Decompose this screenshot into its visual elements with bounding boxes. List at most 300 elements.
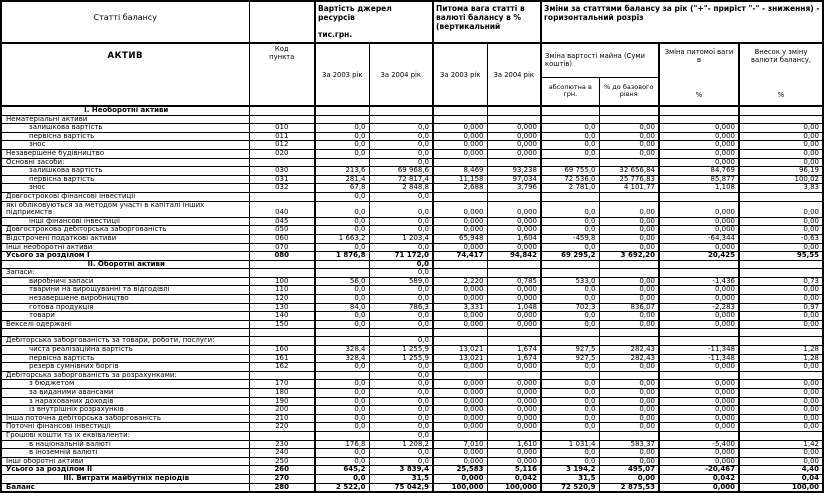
- cell-contribution: 0,73: [739, 277, 823, 286]
- cell-change-weight: 0,000: [659, 312, 739, 321]
- cell-weight-2004: 0,000: [487, 320, 541, 329]
- table-row: [1, 234, 823, 243]
- cell-weight-2004: 0,000: [487, 397, 541, 406]
- cell-weight-2004: 0,000: [487, 243, 541, 252]
- cell-change-abs: 0,0: [541, 243, 599, 252]
- row-code: 161: [249, 354, 315, 363]
- cell-weight-2004: 1,610: [487, 440, 541, 449]
- row-code: 240: [249, 449, 315, 458]
- row-code: 200: [249, 406, 315, 415]
- row-label: виробничі запаси: [1, 277, 249, 286]
- cell-change-weight: -11,348: [659, 346, 739, 355]
- cell-value-2003: 1 876,8: [315, 252, 369, 261]
- cell-value-2004: 0,0: [369, 243, 433, 252]
- change-weight-unit: %: [695, 91, 703, 99]
- row-code: 130: [249, 303, 315, 312]
- cell-change-pct-base: 0,00: [599, 449, 659, 458]
- change-weight-header: [659, 43, 739, 106]
- row-label: Довгострокова дебіторська заборгованість: [1, 226, 249, 235]
- cell-contribution: 4,40: [739, 466, 823, 475]
- cell-contribution: 1,28: [739, 346, 823, 355]
- cell-value-2004: 0,0: [369, 192, 433, 201]
- cell-change-abs: 0,0: [541, 141, 599, 150]
- cell-weight-2003: [433, 329, 487, 337]
- cell-change-pct-base: 0,00: [599, 312, 659, 321]
- cell-change-abs: 0,0: [541, 449, 599, 458]
- row-code: 110: [249, 286, 315, 295]
- cell-change-weight: 0,000: [659, 149, 739, 158]
- cell-change-abs: [541, 431, 599, 440]
- cell-contribution: 0,00: [739, 132, 823, 141]
- cell-weight-2003: 65,948: [433, 234, 487, 243]
- value-group-header: [315, 1, 433, 43]
- cell-value-2004: 0,0: [369, 260, 433, 269]
- cell-weight-2003: 0,000: [433, 217, 487, 226]
- cell-value-2004: 0,0: [369, 457, 433, 466]
- row-label: чиста реалізаційна вартість: [1, 346, 249, 355]
- cell-weight-2004: 0,000: [487, 457, 541, 466]
- cell-value-2004: 3 839,4: [369, 466, 433, 475]
- cell-value-2003: 213,6: [315, 167, 369, 176]
- cell-change-pct-base: 0,00: [599, 363, 659, 372]
- cell-weight-2004: 0,000: [487, 286, 541, 295]
- cell-change-abs: 0,0: [541, 414, 599, 423]
- cell-change-weight: 0,000: [659, 158, 739, 167]
- cell-weight-2004: 100,000: [487, 483, 541, 492]
- cell-change-pct-base: 0,00: [599, 132, 659, 141]
- cell-weight-2003: 0,000: [433, 226, 487, 235]
- cell-weight-2004: 0,000: [487, 363, 541, 372]
- cell-change-abs: 927,5: [541, 346, 599, 355]
- cell-change-weight: 0,000: [659, 243, 739, 252]
- row-label: Векселі одержані: [1, 320, 249, 329]
- cell-value-2004: 0,0: [369, 201, 433, 217]
- cell-change-weight: 1,108: [659, 184, 739, 193]
- cell-change-weight: 0,000: [659, 132, 739, 141]
- cell-value-2004: 0,0: [369, 320, 433, 329]
- cell-weight-2004: 0,000: [487, 389, 541, 398]
- cell-contribution: 0,00: [739, 414, 823, 423]
- cell-value-2003: 0,0: [315, 286, 369, 295]
- row-label: Довгострокові фінансові інвестиції: [1, 192, 249, 201]
- cell-value-2003: 0,0: [315, 397, 369, 406]
- cell-weight-2004: 0,000: [487, 312, 541, 321]
- cell-value-2003: [315, 329, 369, 337]
- row-code: [249, 431, 315, 440]
- row-code: 260: [249, 466, 315, 475]
- cell-weight-2004: 0,000: [487, 201, 541, 217]
- cell-weight-2004: 0,000: [487, 226, 541, 235]
- cell-weight-2003: 100,000: [433, 483, 487, 492]
- cell-change-pct-base: 0,00: [599, 286, 659, 295]
- cell-change-abs: 0,0: [541, 132, 599, 141]
- row-label: резерв сумнівних боргів: [1, 363, 249, 372]
- cell-weight-2003: 0,000: [433, 286, 487, 295]
- cell-value-2004: 0,0: [369, 380, 433, 389]
- cell-change-pct-base: 495,07: [599, 466, 659, 475]
- table-row: [1, 124, 823, 133]
- cell-value-2004: 0,0: [369, 132, 433, 141]
- change-abs-header: абсолютна в грн.: [541, 77, 599, 106]
- table-header: [1, 1, 823, 106]
- cell-change-abs: 0,0: [541, 397, 599, 406]
- cell-contribution: 0,00: [739, 449, 823, 458]
- table-row: [1, 440, 823, 449]
- cell-change-abs: 0,0: [541, 423, 599, 432]
- cell-change-abs: 0,0: [541, 286, 599, 295]
- cell-contribution: 0,00: [739, 423, 823, 432]
- cell-weight-2004: 0,785: [487, 277, 541, 286]
- cell-weight-2003: [433, 192, 487, 201]
- cell-value-2003: 56,0: [315, 277, 369, 286]
- cell-value-2004: 0,0: [369, 269, 433, 278]
- row-label: Поточні фінансові інвестиції: [1, 423, 249, 432]
- code-column-spacer: [249, 1, 315, 43]
- cell-value-2004: 0,0: [369, 389, 433, 398]
- cell-change-abs: 0,0: [541, 363, 599, 372]
- cell-weight-2004: 0,000: [487, 149, 541, 158]
- cell-weight-2003: 0,000: [433, 295, 487, 304]
- items-column-title: Статті балансу: [1, 1, 249, 43]
- row-code: 012: [249, 141, 315, 150]
- row-code: 120: [249, 295, 315, 304]
- cell-weight-2003: 7,010: [433, 440, 487, 449]
- header-row-columns: [1, 43, 823, 77]
- cell-change-abs: 0,0: [541, 217, 599, 226]
- cell-value-2004: 0,0: [369, 423, 433, 432]
- table-row: [1, 389, 823, 398]
- table-row: [1, 397, 823, 406]
- cell-change-pct-base: 583,37: [599, 440, 659, 449]
- cell-change-abs: 31,5: [541, 474, 599, 483]
- cell-change-pct-base: 0,00: [599, 243, 659, 252]
- cell-weight-2003: 0,000: [433, 389, 487, 398]
- cell-change-abs: 0,0: [541, 380, 599, 389]
- contribution-header: [739, 43, 823, 106]
- row-label: Усього за розділом I: [1, 252, 249, 261]
- cell-contribution: 96,19: [739, 167, 823, 176]
- cell-value-2004: 69 968,6: [369, 167, 433, 176]
- cell-contribution: 0,00: [739, 286, 823, 295]
- cell-weight-2004: 3,796: [487, 184, 541, 193]
- cell-value-2004: 72 817,4: [369, 175, 433, 184]
- cell-contribution: 0,00: [739, 226, 823, 235]
- cell-change-abs: 0,0: [541, 295, 599, 304]
- cell-weight-2003: 0,000: [433, 132, 487, 141]
- cell-change-weight: [659, 192, 739, 201]
- cell-change-pct-base: 0,00: [599, 380, 659, 389]
- cell-change-pct-base: 0,00: [599, 149, 659, 158]
- cell-contribution: [739, 431, 823, 440]
- cell-contribution: 0,00: [739, 217, 823, 226]
- cell-value-2003: 0,0: [315, 389, 369, 398]
- cell-change-weight: 0,000: [659, 414, 739, 423]
- cell-contribution: [739, 106, 823, 115]
- cell-value-2004: 2 848,8: [369, 184, 433, 193]
- cell-change-weight: 0,000: [659, 286, 739, 295]
- cell-contribution: 0,00: [739, 312, 823, 321]
- cell-change-weight: 0,000: [659, 483, 739, 492]
- row-label: II. Оборотні активи: [1, 260, 249, 269]
- cell-weight-2003: 13,021: [433, 354, 487, 363]
- cell-weight-2004: 0,000: [487, 380, 541, 389]
- row-code: 040: [249, 201, 315, 217]
- row-label: в іноземній валюті: [1, 449, 249, 458]
- cell-weight-2004: [487, 106, 541, 115]
- cell-value-2003: 328,4: [315, 354, 369, 363]
- cell-value-2004: 0,0: [369, 363, 433, 372]
- cell-weight-2003: 0,000: [433, 423, 487, 432]
- cell-contribution: [739, 260, 823, 269]
- cell-change-pct-base: 0,00: [599, 277, 659, 286]
- row-code: 270: [249, 474, 315, 483]
- table-row: [1, 201, 823, 217]
- row-code: 220: [249, 423, 315, 432]
- row-label: Баланс: [1, 483, 249, 492]
- cell-weight-2003: 0,000: [433, 406, 487, 415]
- cell-value-2003: 1 663,2: [315, 234, 369, 243]
- cell-value-2003: 0,0: [315, 192, 369, 201]
- cell-value-2003: 0,0: [315, 320, 369, 329]
- cell-change-weight: 0,000: [659, 226, 739, 235]
- value-group-title: Вартість джерел ресурсів: [318, 4, 392, 22]
- cell-contribution: 0,00: [739, 158, 823, 167]
- cell-change-weight: -5,400: [659, 440, 739, 449]
- cell-change-weight: 0,000: [659, 423, 739, 432]
- row-label: тварини на вирощуванні та відгодівлі: [1, 286, 249, 295]
- row-code: 045: [249, 217, 315, 226]
- cell-change-weight: 0,000: [659, 380, 739, 389]
- row-code: 060: [249, 234, 315, 243]
- cell-change-weight: 0,000: [659, 457, 739, 466]
- cell-value-2003: 0,0: [315, 449, 369, 458]
- cell-value-2003: 0,0: [315, 243, 369, 252]
- row-label: знос: [1, 141, 249, 150]
- row-label: I. Необоротні активи: [1, 106, 249, 115]
- row-code: 031: [249, 175, 315, 184]
- cell-change-weight: [659, 260, 739, 269]
- row-label: із внутрішніх розрахунків: [1, 406, 249, 415]
- cell-contribution: 0,00: [739, 397, 823, 406]
- cell-value-2004: 0,0: [369, 149, 433, 158]
- cell-weight-2003: 0,000: [433, 449, 487, 458]
- row-code: [249, 192, 315, 201]
- cell-change-weight: -20,467: [659, 466, 739, 475]
- cell-value-2004: 0,0: [369, 449, 433, 458]
- cell-change-weight: 0,000: [659, 389, 739, 398]
- cell-value-2004: 0,0: [369, 312, 433, 321]
- cell-change-pct-base: 0,00: [599, 226, 659, 235]
- cell-value-2004: 0,0: [369, 397, 433, 406]
- row-label: III. Витрати майбутніх періодів: [1, 474, 249, 483]
- cell-value-2003: 0,0: [315, 124, 369, 133]
- cell-weight-2004: 1,674: [487, 346, 541, 355]
- cell-change-weight: 0,000: [659, 320, 739, 329]
- cell-change-pct-base: 836,07: [599, 303, 659, 312]
- cell-weight-2003: 2,688: [433, 184, 487, 193]
- cell-change-pct-base: [599, 260, 659, 269]
- cell-weight-2003: [433, 431, 487, 440]
- cell-weight-2004: 0,000: [487, 423, 541, 432]
- row-code: 100: [249, 277, 315, 286]
- cell-change-pct-base: 0,00: [599, 423, 659, 432]
- cell-change-abs: 0,0: [541, 457, 599, 466]
- cell-change-pct-base: 0,00: [599, 457, 659, 466]
- row-label: товари: [1, 312, 249, 321]
- row-label: первісна вартість: [1, 354, 249, 363]
- row-code: 230: [249, 440, 315, 449]
- cell-weight-2003: 0,000: [433, 380, 487, 389]
- cell-value-2003: 0,0: [315, 474, 369, 483]
- cell-weight-2003: 0,000: [433, 312, 487, 321]
- cell-value-2003: 645,2: [315, 466, 369, 475]
- row-label: Незавершене будівництво: [1, 149, 249, 158]
- cell-contribution: [739, 192, 823, 201]
- row-code: 080: [249, 252, 315, 261]
- cell-weight-2003: 0,000: [433, 149, 487, 158]
- cell-change-pct-base: 0,00: [599, 141, 659, 150]
- weight-2004-header: За 2004 рік: [487, 43, 541, 106]
- row-label: Інші необоротні активи: [1, 243, 249, 252]
- cell-weight-2004: 0,000: [487, 406, 541, 415]
- row-label: Грошові кошти та їх еквіваленти:: [1, 431, 249, 440]
- cell-value-2004: 786,3: [369, 303, 433, 312]
- table-row: [1, 371, 823, 380]
- cell-change-pct-base: 0,00: [599, 474, 659, 483]
- cell-change-abs: 2 781,0: [541, 184, 599, 193]
- cell-value-2003: 0,0: [315, 226, 369, 235]
- cell-weight-2003: [433, 106, 487, 115]
- cell-value-2004: 1 208,2: [369, 440, 433, 449]
- cell-change-weight: 0,000: [659, 363, 739, 372]
- cell-change-abs: 533,0: [541, 277, 599, 286]
- cell-value-2004: 0,0: [369, 158, 433, 167]
- cell-change-pct-base: 282,43: [599, 346, 659, 355]
- cell-change-abs: [541, 106, 599, 115]
- cell-change-pct-base: 282,43: [599, 354, 659, 363]
- row-code: 250: [249, 457, 315, 466]
- row-label: залишкова вартість: [1, 167, 249, 176]
- row-label: за виданими авансами: [1, 389, 249, 398]
- row-code: 162: [249, 363, 315, 372]
- cell-change-weight: 0,000: [659, 406, 739, 415]
- cell-change-weight: 0,000: [659, 124, 739, 133]
- cell-value-2003: 0,0: [315, 414, 369, 423]
- cell-value-2004: 0,0: [369, 414, 433, 423]
- cell-weight-2004: 93,238: [487, 167, 541, 176]
- cell-contribution: 0,04: [739, 474, 823, 483]
- cell-value-2003: 67,8: [315, 184, 369, 193]
- row-code: 160: [249, 346, 315, 355]
- cell-change-weight: 20,425: [659, 252, 739, 261]
- cell-change-abs: 0,0: [541, 201, 599, 217]
- row-label: Відстрочені податкові активи: [1, 234, 249, 243]
- cell-value-2003: 281,4: [315, 175, 369, 184]
- table-row: [1, 192, 823, 201]
- cell-change-pct-base: [599, 106, 659, 115]
- cell-change-pct-base: 0,00: [599, 397, 659, 406]
- cell-change-abs: 0,0: [541, 312, 599, 321]
- changes-group-header: Зміни за статтями балансу за рік ("+"- приріст "-" - зниження) - горизонтальний розріз: [541, 1, 823, 43]
- header-row-groups: [1, 1, 823, 43]
- cell-value-2003: 0,0: [315, 149, 369, 158]
- row-label: інші фінансові інвестиції: [1, 217, 249, 226]
- cell-weight-2004: 0,000: [487, 132, 541, 141]
- row-code: 030: [249, 167, 315, 176]
- cell-weight-2003: 0,000: [433, 201, 487, 217]
- cell-weight-2003: 3,331: [433, 303, 487, 312]
- row-label: з нарахованих доходів: [1, 397, 249, 406]
- cell-change-abs: 0,0: [541, 149, 599, 158]
- table-row: [1, 483, 823, 492]
- cell-change-abs: [541, 192, 599, 201]
- cell-contribution: 0,00: [739, 141, 823, 150]
- cell-value-2003: 176,8: [315, 440, 369, 449]
- cell-weight-2004: 0,000: [487, 414, 541, 423]
- cell-value-2003: 0,0: [315, 380, 369, 389]
- cell-value-2004: [369, 106, 433, 115]
- table-row: [1, 295, 823, 304]
- cell-change-weight: 0,000: [659, 449, 739, 458]
- cell-weight-2004: 0,000: [487, 124, 541, 133]
- cell-change-weight: [659, 431, 739, 440]
- row-code: 190: [249, 397, 315, 406]
- table-row: [1, 149, 823, 158]
- value-group-unit: тис.грн.: [318, 30, 353, 39]
- cell-change-pct-base: 25 776,83: [599, 175, 659, 184]
- cell-weight-2004: 0,000: [487, 217, 541, 226]
- row-label: Інші оборотні активи: [1, 457, 249, 466]
- cell-weight-2004: 0,000: [487, 449, 541, 458]
- row-code: 280: [249, 483, 315, 492]
- cell-change-weight: -11,348: [659, 354, 739, 363]
- table-row: [1, 320, 823, 329]
- cell-change-weight: 0,000: [659, 201, 739, 217]
- cell-change-pct-base: [599, 329, 659, 337]
- cell-weight-2004: 94,842: [487, 252, 541, 261]
- cell-value-2004: 1 255,9: [369, 346, 433, 355]
- cell-change-pct-base: 0,00: [599, 217, 659, 226]
- table-row: [1, 474, 823, 483]
- cell-contribution: 3,83: [739, 184, 823, 193]
- cell-weight-2003: 25,583: [433, 466, 487, 475]
- row-code: [249, 329, 315, 337]
- cell-change-abs: 69 295,2: [541, 252, 599, 261]
- cell-value-2004: 31,5: [369, 474, 433, 483]
- cell-change-abs: [541, 329, 599, 337]
- cell-value-2003: 0,0: [315, 363, 369, 372]
- cell-value-2004: 0,0: [369, 295, 433, 304]
- row-label: з бюджетом: [1, 380, 249, 389]
- row-code: 210: [249, 414, 315, 423]
- table-row: [1, 431, 823, 440]
- row-code: 070: [249, 243, 315, 252]
- cell-weight-2004: 0,042: [487, 474, 541, 483]
- change-pct-base-header: % до базового рівня: [599, 77, 659, 106]
- table-row: [1, 141, 823, 150]
- row-label: Дебіторська заборгованість за товари, роботи, послуги:: [1, 337, 249, 346]
- cell-weight-2004: 1,674: [487, 354, 541, 363]
- cell-contribution: 0,00: [739, 389, 823, 398]
- cell-change-pct-base: 0,00: [599, 234, 659, 243]
- cell-change-weight: [659, 329, 739, 337]
- cell-value-2004: 75 042,9: [369, 483, 433, 492]
- change-weight-label: Зміна питомої ваги в: [664, 48, 734, 64]
- cell-value-2003: [315, 260, 369, 269]
- row-label: Запаси:: [1, 269, 249, 278]
- row-code: 010: [249, 124, 315, 133]
- cell-change-pct-base: 3 692,20: [599, 252, 659, 261]
